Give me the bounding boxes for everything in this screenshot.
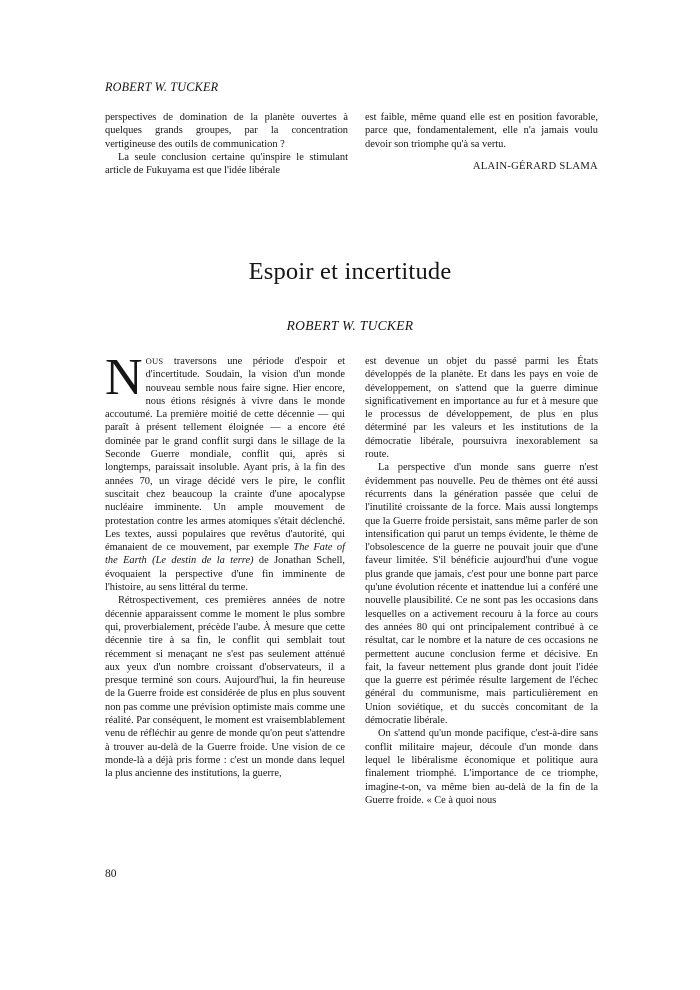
previous-article-paragraph: perspectives de domination de la planète ouvertes à quelques grands groupes, par la concentration vertigineuse des outils de communication ? (105, 112, 348, 150)
article-signature: ALAIN-GÉRARD SLAMA (472, 160, 598, 172)
previous-article-paragraph: est faible, même quand elle est en position favorable, parce que, fondamentalement, elle n'a jamais voulu devoir son triomphe qu'à sa vertu. (365, 112, 598, 150)
previous-article-paragraph: La seule conclusion certaine qu'inspire le stimulant article de Fukuyama est que l'idée libérale (105, 151, 348, 177)
article-paragraph (105, 349, 346, 594)
article-byline: ROBERT W. TUCKER (286, 318, 414, 333)
article-left-column (105, 349, 346, 781)
paragraph-text: traversons une période d'espoir et d'incertitude. Soudain, la vision d'un monde nouveau semble nous faire signe. Hier encore, nous étions résignés à vivre dans le monde accoutumé. La première moitié de cette décennie — qui paraît à présent tellement éloignée — a encore été dominée par le grand conflit surgi dans le sillage de la Seconde Guerre mondiale, conflit qui, après si longtemps, paraissait insoluble. Ayant pris, à la fin des années 70, un virage décidé vers le pire, le conflit suscitait chez beaucoup la crainte d'une apocalypse nucléaire imminente. Un ample mouvement de protestation contre les armes atomiques s'était déclenché. Les textes, aussi populaires que revêtus d'autorité, qui émanaient de ce mouvement, par exemple (105, 356, 345, 554)
running-head: ROBERT W. TUCKER (105, 80, 219, 94)
paragraph-text: de Jonathan Schell, évoquaient la perspective d'une fin imminente de l'histoire, au sens littéral du terme. (105, 555, 346, 594)
article-paragraph: On s'attend qu'un monde pacifique, c'est-à-dire sans conflit militaire majeur, découle d'un monde dans lequel le libéralisme économique et politique aura finalement triomphé. L'importance de ce triomphe, imagine-t-on, va même bien au-delà de la fin de la Guerre froide. « Ce à quoi nous (365, 728, 598, 806)
previous-article-left-column (105, 111, 348, 177)
page-number: 80 (105, 868, 117, 880)
previous-article-right-column (365, 111, 598, 173)
article-title: Espoir et incertitude (248, 258, 452, 285)
drop-cap: N (105, 349, 143, 406)
small-caps-lead: OUS (145, 356, 164, 366)
book-title: The Fate of the Earth (Le destin de la terre) (105, 542, 345, 567)
article-paragraph: La perspective d'un monde sans guerre n'est évidemment pas nouvelle. Peu de thèmes ont été aussi récurrents dans la génération passée que celui de l'inutilité croissante de la force. Mais aussi longtemps que la Guerre froide persistait, sans même parler de son intensification qui parut un temps évidente, le thème de l'obsolescence de la guerre ne pouvait jouir que d'une faveur limitée. S'il bénéficie aujourd'hui d'une vogue plus grande que jamais, c'est pour une bonne part parce qu'une évolution récente et inattendue lui a conféré une nouvelle plausibilité. Ce ne sont pas les occasions dans lesquelles on a activement recouru à la force au cours des années 80 qui ont principalement contribué à ce résultat, car le nombre et la nature de ces occasions ne permettent aucune conclusion ferme et décisive. En fait, la faveur nettement plus grande dont jouit l'idée que la guerre est périmée résulte largement de l'échec général du communisme, mais particulièrement en Union soviétique, et du succès concomitant de la démocratie libérale. (365, 462, 598, 727)
article-paragraph: Rétrospectivement, ces premières années de notre décennie apparaissent comme le moment le plus sombre qui, proverbialement, précède l'aube. À mesure que cette décennie tire à sa fin, le conflit qui semblait tout récemment si menaçant ne s'est pas seulement atténué aux yeux d'un nombre croissant d'observateurs, il a presque terminé son cours. Aujourd'hui, la fin heureuse de la Guerre froide est considérée de plus en plus souvent non pas comme une prévision optimiste mais comme une réalité. Par conséquent, le moment est vraisemblablement venu de réfléchir au genre de monde qu'on peut s'attendre à trouver au-delà de la Guerre froide. Une vision de ce monde-là a déjà pris forme : c'est un monde dans lequel la plus ancienne des institutions, la guerre, (105, 595, 345, 780)
article-paragraph: est devenue un objet du passé parmi les États développés de la planète. Et dans les pays en voie de développement, on s'attend que la guerre diminue significativement en importance au fur et à mesure que le processus de développement, de plus en plus déterminé par les valeurs et les institutions de la démocratie libérale, poursuivra inexorablement sa route. (365, 356, 598, 461)
article-right-column (365, 355, 598, 807)
